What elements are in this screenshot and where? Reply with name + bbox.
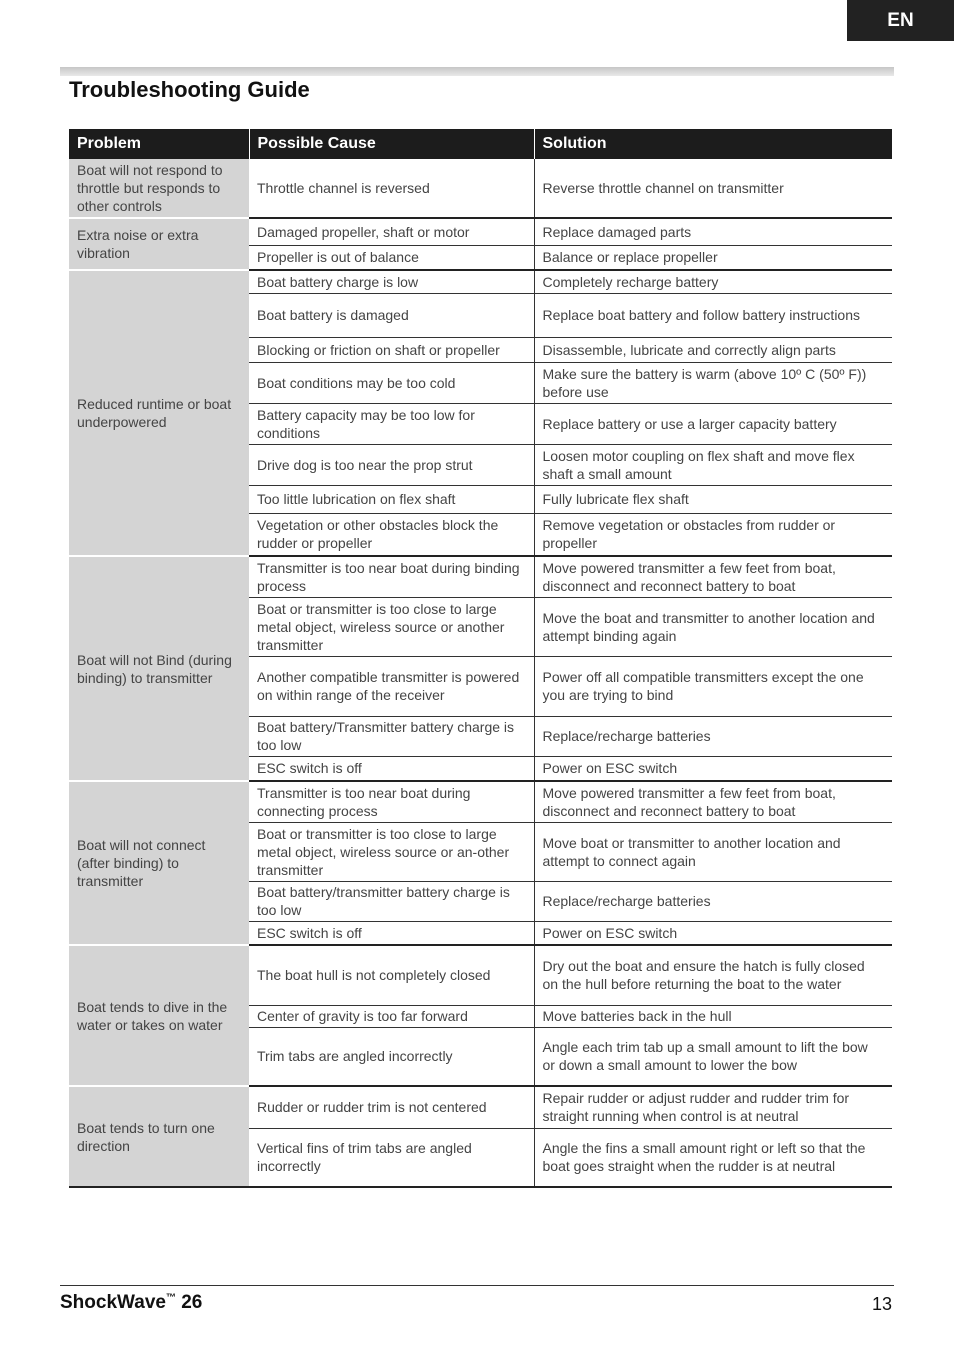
solution-cell: Completely recharge battery [534,270,892,293]
problem-cell: Boat will not connect (after binding) to transmitter [69,781,249,945]
cause-cell: Another compatible transmitter is powered on within range of the receiver [249,656,534,716]
table-row [69,218,892,245]
solution-cell: Replace/recharge batteries [534,881,892,921]
problem-cell: Boat tends to dive in the water or takes on water [69,945,249,1086]
troubleshooting-table [69,129,892,1188]
table-row [69,159,892,218]
solution-cell: Repair rudder or adjust rudder and rudder trim for straight running when control is at neutral [534,1086,892,1128]
table-row [69,556,892,597]
solution-cell: Move the boat and transmitter to another location and attempt binding again [534,597,892,656]
solution-cell: Angle the fins a small amount right or left so that the boat goes straight when the rudder is at neutral [534,1128,892,1187]
cause-cell: Too little lubrication on flex shaft [249,485,534,513]
problem-cell: Boat tends to turn one direction [69,1086,249,1187]
header-problem: Problem [69,129,249,159]
footer-rule [60,1285,894,1286]
cause-cell: Drive dog is too near the prop strut [249,444,534,485]
problem-cell: Extra noise or extra vibration [69,218,249,270]
solution-cell: Disassemble, lubricate and correctly align parts [534,337,892,362]
cause-cell: The boat hull is not completely closed [249,945,534,1005]
solution-cell: Loosen motor coupling on flex shaft and move flex shaft a small amount [534,444,892,485]
cause-cell: Vertical fins of trim tabs are angled incorrectly [249,1128,534,1187]
cause-cell: Transmitter is too near boat during connecting process [249,781,534,822]
cause-cell: Boat or transmitter is too close to large metal object, wireless source or an-other transmitter [249,822,534,881]
table-body [69,159,892,1187]
solution-cell: Move powered transmitter a few feet from boat, disconnect and reconnect battery to boat [534,556,892,597]
cause-cell: Boat battery charge is low [249,270,534,293]
solution-cell: Move batteries back in the hull [534,1005,892,1027]
solution-cell: Fully lubricate flex shaft [534,485,892,513]
cause-cell: Propeller is out of balance [249,245,534,270]
solution-cell: Replace battery or use a larger capacity battery [534,403,892,444]
solution-cell: Move powered transmitter a few feet from boat, disconnect and reconnect battery to boat [534,781,892,822]
cause-cell: Battery capacity may be too low for conditions [249,403,534,444]
solution-cell: Replace/recharge batteries [534,716,892,756]
solution-cell: Make sure the battery is warm (above 10º C (50º F)) before use [534,362,892,403]
cause-cell: ESC switch is off [249,756,534,781]
cause-cell: Boat battery/Transmitter battery charge is too low [249,716,534,756]
solution-cell: Angle each trim tab up a small amount to lift the bow or down a small amount to lower the bow [534,1027,892,1086]
cause-cell: ESC switch is off [249,921,534,945]
header-solution: Solution [534,129,892,159]
problem-cell: Boat will not respond to throttle but responds to other controls [69,159,249,218]
cause-cell: Transmitter is too near boat during binding process [249,556,534,597]
problem-cell: Reduced runtime or boat underpowered [69,270,249,556]
model-number: 26 [175,1292,203,1313]
solution-cell: Power off all compatible transmitters except the one you are trying to bind [534,656,892,716]
header-rule [60,67,894,76]
solution-cell: Remove vegetation or obstacles from rudder or propeller [534,513,892,556]
cause-cell: Trim tabs are angled incorrectly [249,1027,534,1086]
page-number: 13 [871,1294,892,1314]
table-header-row [69,129,892,159]
solution-cell: Replace damaged parts [534,218,892,245]
page-title: Troubleshooting Guide [69,77,310,102]
cause-cell: Damaged propeller, shaft or motor [249,218,534,245]
solution-cell: Move boat or transmitter to another location and attempt to connect again [534,822,892,881]
solution-cell: Replace boat battery and follow battery instructions [534,293,892,337]
trademark: ™ [165,1292,176,1304]
cause-cell: Boat conditions may be too cold [249,362,534,403]
cause-cell: Vegetation or other obstacles block the rudder or propeller [249,513,534,556]
table-row [69,781,892,822]
cause-cell: Center of gravity is too far forward [249,1005,534,1027]
solution-cell: Balance or replace propeller [534,245,892,270]
cause-cell: Boat or transmitter is too close to large metal object, wireless source or another transmitter [249,597,534,656]
table-row [69,270,892,293]
header-cause: Possible Cause [249,129,534,159]
table-row [69,945,892,1005]
solution-cell: Dry out the boat and ensure the hatch is fully closed on the hull before returning the boat to the water [534,945,892,1005]
solution-cell: Power on ESC switch [534,756,892,781]
language-tab: EN [847,0,954,41]
cause-cell: Boat battery is damaged [249,293,534,337]
solution-cell: Power on ESC switch [534,921,892,945]
cause-cell: Throttle channel is reversed [249,159,534,218]
cause-cell: Rudder or rudder trim is not centered [249,1086,534,1128]
problem-cell: Boat will not Bind (during binding) to transmitter [69,556,249,781]
footer-brand [60,1292,202,1314]
solution-cell: Reverse throttle channel on transmitter [534,159,892,218]
table-row [69,1086,892,1128]
cause-cell: Blocking or friction on shaft or propeller [249,337,534,362]
brand-name: ShockWave [60,1292,166,1313]
cause-cell: Boat battery/transmitter battery charge is too low [249,881,534,921]
